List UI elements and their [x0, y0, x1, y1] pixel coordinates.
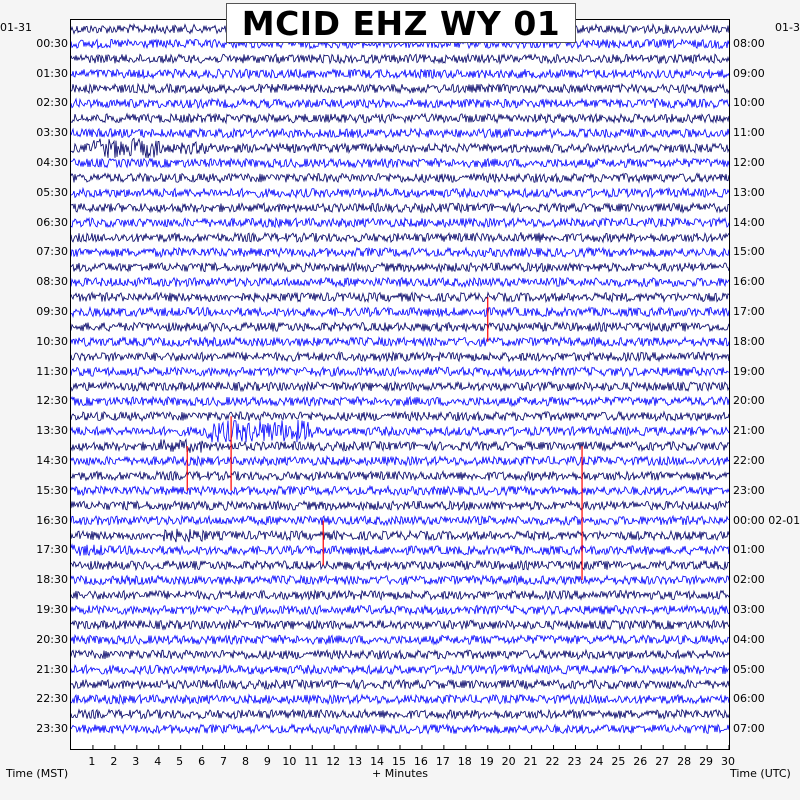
trace-line-2: [71, 54, 729, 63]
minute-tick-label: 1: [88, 755, 96, 768]
minute-tick-label: 3: [132, 755, 140, 768]
trace-line-42: [71, 650, 729, 659]
minute-tick-label: 10: [282, 755, 297, 768]
left-axis-title: Time (MST): [6, 767, 69, 780]
minute-tick-label: 27: [655, 755, 670, 768]
right-time-label: 22:00: [733, 453, 765, 467]
trace-line-23: [71, 367, 729, 376]
left-time-label: 04:30: [36, 156, 68, 170]
trace-line-18: [71, 293, 729, 302]
trace-line-41: [71, 635, 729, 644]
left-time-label: 16:30: [36, 513, 68, 527]
trace-line-5: [71, 99, 729, 108]
right-time-label: 20:00: [733, 394, 765, 408]
trace-line-15: [71, 248, 729, 257]
left-time-label: 02:30: [36, 96, 68, 110]
trace-line-37: [71, 576, 729, 585]
right-time-label: 10:00: [733, 96, 765, 110]
trace-line-28: [71, 439, 729, 452]
right-time-label: 01:00: [733, 543, 765, 557]
trace-line-12: [71, 203, 729, 212]
right-time-label: 02:00: [733, 573, 765, 587]
minute-tick-label: 16: [413, 755, 428, 768]
left-time-label: 03:30: [36, 126, 68, 140]
trace-line-8: [71, 138, 729, 158]
right-time-label: 06:00: [733, 692, 765, 706]
right-time-label: 07:00: [733, 722, 765, 736]
left-time-label: 11:30: [36, 364, 68, 378]
left-time-label: 10:30: [36, 334, 68, 348]
right-time-label: 11:00: [733, 126, 765, 140]
trace-line-45: [71, 695, 729, 704]
right-time-label: 08:00: [733, 36, 765, 50]
trace-line-17: [71, 278, 729, 287]
trace-line-9: [71, 159, 729, 168]
trace-line-3: [71, 69, 729, 78]
left-time-label: 20:30: [36, 632, 68, 646]
trace-line-36: [71, 561, 729, 570]
left-time-label: 17:30: [36, 543, 68, 557]
trace-line-47: [71, 725, 729, 734]
right-time-label: 15:00: [733, 245, 765, 259]
right-time-label: 00:00 02-01: [733, 513, 800, 527]
minute-tick-label: 30: [721, 755, 735, 768]
minute-tick-label: 22: [545, 755, 560, 768]
trace-line-31: [71, 486, 729, 495]
left-time-label: 08:30: [36, 275, 68, 289]
left-time-label: 09:30: [36, 305, 68, 319]
helicorder-plot-area: [70, 19, 730, 750]
trace-line-29: [71, 457, 729, 466]
left-time-label: 22:30: [36, 692, 68, 706]
minute-tick-label: 6: [198, 755, 206, 768]
minute-tick-label: 20: [501, 755, 516, 768]
trace-line-46: [71, 710, 729, 719]
left-time-label: 12:30: [36, 394, 68, 408]
trace-line-39: [71, 605, 729, 614]
minute-tick-label: 4: [154, 755, 162, 768]
left-time-label: 13:30: [36, 424, 68, 438]
trace-line-20: [71, 323, 729, 332]
trace-line-19: [71, 308, 729, 317]
trace-line-26: [71, 412, 729, 421]
trace-line-27: [71, 420, 729, 442]
trace-line-6: [71, 114, 729, 123]
left-time-label: 06:30: [36, 215, 68, 229]
minute-tick-label: 19: [479, 755, 494, 768]
minute-tick-label: 14: [370, 755, 385, 768]
left-time-label: 18:30: [36, 573, 68, 587]
left-time-label: 14:30: [36, 453, 68, 467]
trace-line-25: [71, 397, 729, 406]
left-time-label: 23:30: [36, 722, 68, 736]
trace-line-32: [71, 501, 729, 510]
seismogram-traces: [71, 20, 729, 749]
left-time-label: 00:30: [36, 36, 68, 50]
right-time-label: 21:00: [733, 424, 765, 438]
minute-tick-label: 11: [304, 755, 319, 768]
left-time-label: 21:30: [36, 662, 68, 676]
trace-line-38: [71, 591, 729, 600]
trace-line-13: [71, 218, 729, 227]
trace-line-7: [71, 129, 729, 138]
minute-tick-label: 25: [611, 755, 626, 768]
left-time-label: 15:30: [36, 483, 68, 497]
minute-tick-label: 28: [677, 755, 692, 768]
left-time-label: 07:30: [36, 245, 68, 259]
minute-tick-label: 23: [567, 755, 582, 768]
trace-line-40: [71, 620, 729, 629]
trace-line-35: [71, 545, 729, 556]
minute-tick-label: 15: [392, 755, 406, 768]
x-axis-title: + Minutes: [372, 767, 429, 780]
left-time-label: 05:30: [36, 185, 68, 199]
right-time-label: 23:00: [733, 483, 765, 497]
trace-line-34: [71, 529, 729, 542]
right-time-label: 12:00: [733, 156, 765, 170]
minute-tick-label: 29: [699, 755, 714, 768]
trace-line-44: [71, 680, 729, 689]
minute-tick-label: 12: [326, 755, 341, 768]
trace-line-43: [71, 665, 729, 674]
right-date-label: 01-3: [775, 21, 800, 34]
right-time-label: 17:00: [733, 305, 765, 319]
trace-line-10: [71, 174, 729, 183]
left-time-label: 19:30: [36, 602, 68, 616]
minute-tick-label: 13: [348, 755, 363, 768]
trace-line-33: [71, 516, 729, 525]
minute-tick-label: 2: [110, 755, 118, 768]
left-time-label: 01:30: [36, 66, 68, 80]
chart-title: MCID EHZ WY 01: [241, 3, 561, 43]
minute-tick-label: 17: [435, 755, 450, 768]
right-time-label: 09:00: [733, 66, 765, 80]
right-time-label: 18:00: [733, 334, 765, 348]
minute-tick-label: 21: [523, 755, 538, 768]
chart-title-box: [226, 3, 576, 43]
minute-tick-label: 5: [176, 755, 184, 768]
trace-line-24: [71, 382, 729, 391]
minute-tick-label: 9: [263, 755, 271, 768]
right-time-label: 16:00: [733, 275, 765, 289]
trace-line-4: [71, 84, 729, 93]
trace-line-11: [71, 188, 729, 197]
right-time-label: 03:00: [733, 602, 765, 616]
trace-line-30: [71, 471, 729, 480]
trace-line-22: [71, 352, 729, 361]
right-axis-title: Time (UTC): [730, 767, 791, 780]
minute-tick-label: 26: [633, 755, 648, 768]
minute-tick-label: 7: [220, 755, 228, 768]
left-date-label: 01-31: [0, 21, 32, 34]
right-time-label: 13:00: [733, 185, 765, 199]
minute-tick-label: 8: [241, 755, 249, 768]
trace-line-16: [71, 263, 729, 272]
minute-tick-label: 18: [457, 755, 472, 768]
right-time-label: 05:00: [733, 662, 765, 676]
minute-tick-label: 24: [589, 755, 604, 768]
right-time-label: 19:00: [733, 364, 765, 378]
trace-line-14: [71, 232, 729, 242]
right-time-label: 14:00: [733, 215, 765, 229]
right-time-label: 04:00: [733, 632, 765, 646]
trace-line-21: [71, 337, 729, 346]
